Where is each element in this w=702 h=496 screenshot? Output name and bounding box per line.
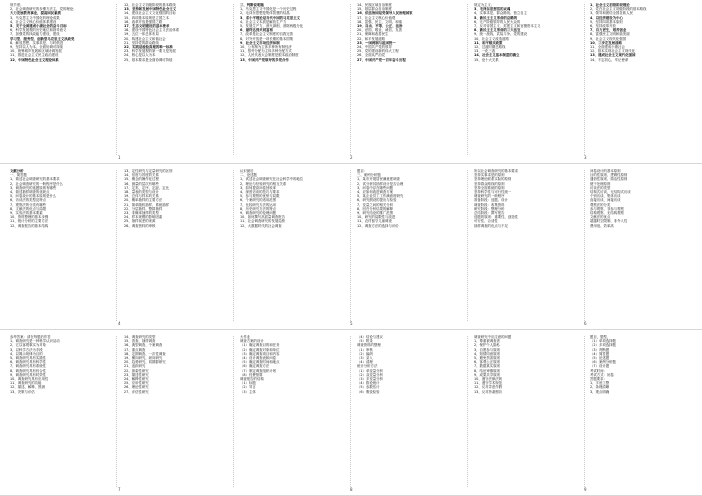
text-line: 坚持实事求是的原则 xyxy=(474,173,505,178)
text-line: 文献法的优点 xyxy=(590,215,611,220)
text-line: 26、全面从严治党 xyxy=(357,53,386,58)
text-line: 27、评估性研究 xyxy=(124,389,149,394)
text-line: 坚持科学性与可行性统一 xyxy=(474,190,512,195)
text-line: 研究阶段：整理分析 xyxy=(474,206,505,211)
column-divider xyxy=(584,336,585,487)
text-column xyxy=(357,335,451,491)
text-line: （4）推论统计 xyxy=(357,381,380,386)
text-line: 18、建设中国特色社会主义法治体系 xyxy=(124,28,180,33)
text-line: （3）主体 xyxy=(240,389,256,394)
text-line: 统计分析方法 xyxy=(357,364,378,369)
text-line: 1、尊重被调查者 xyxy=(474,339,500,344)
text-line: 11、和平赎买政策 xyxy=(474,40,503,45)
text-line: 8、新民主主义革命的三大法宝 xyxy=(474,28,521,33)
text-line: 6、调查研究具有科学性 xyxy=(10,360,47,365)
page-number: 8 xyxy=(350,487,353,492)
text-line: 1、试述社会调查研究在社会科学中的地位 xyxy=(240,177,304,182)
text-line: （2）编码 xyxy=(357,351,373,356)
text-line: 10、统筹城乡发展和区域协调发展 xyxy=(10,49,62,54)
text-line: 8、解放思想、实事求是、与时俱进 xyxy=(10,40,64,45)
text-line: 14、信度与效度的关系 xyxy=(124,173,159,178)
text-line: 3、调查研究的选题原则有哪些 xyxy=(10,185,57,190)
text-line: （1）审核 xyxy=(357,347,373,352)
text-line: 11、农村留守儿童调查 xyxy=(357,219,392,224)
text-line: 6、科学发展观的历史地位和指导意义 xyxy=(10,28,67,33)
text-line: 便于处理原则 xyxy=(590,181,611,186)
text-line: 7、数据真实原则 xyxy=(474,364,500,369)
text-line: （1）单项选择题 xyxy=(590,339,616,344)
text-line: 4、知情同意原则 xyxy=(474,351,500,356)
text-line: 10、社会主义改造道路 xyxy=(474,36,509,41)
text-line: 7、比较研究方法的运用 xyxy=(240,202,277,207)
text-line: 10、研究的局限性与改进 xyxy=(357,215,396,220)
column-divider xyxy=(233,170,234,321)
text-line: 13、决策与评估 xyxy=(10,389,35,394)
text-line: 19、总体与样本的关系 xyxy=(124,194,159,199)
text-line: （5）参数估计 xyxy=(357,385,380,390)
text-line: 文献分析 xyxy=(10,169,24,173)
page-number: 7 xyxy=(118,487,121,492)
text-line: 结构观察、无结构观察 xyxy=(590,211,624,216)
text-line: 大力发展教育事业，提高国民素质 xyxy=(10,11,61,16)
text-column xyxy=(240,169,334,325)
text-line: 21、保障和改善民生 xyxy=(357,32,389,37)
text-line: 22、分层抽样、整群抽样 xyxy=(124,206,163,211)
column-divider xyxy=(116,4,117,155)
text-line: （2）双变量分析 xyxy=(357,372,383,377)
text-line: 20、趋势研究、同期群研究 xyxy=(124,360,166,365)
text-line: 12、调查方法的选择与评价 xyxy=(357,223,399,228)
text-line: 调查资料的整理 xyxy=(357,343,381,348)
text-column xyxy=(124,335,218,491)
text-line: 调查报告的结构 xyxy=(240,377,264,382)
text-line: 21、坚持党的群众路线 xyxy=(124,40,159,45)
text-line: 5、发展生产力，消灭剥削，消除两极分化 xyxy=(240,24,304,29)
text-line: 规定为主义； xyxy=(474,3,495,7)
text-line: 3、马克思主义中国化的理论成果 xyxy=(10,15,60,20)
text-column xyxy=(240,335,334,491)
text-line: 26、调查资料的审核 xyxy=(124,223,156,228)
text-line: 24、样本规模的影响因素 xyxy=(124,215,163,220)
column-divider xyxy=(467,170,468,321)
text-line: 3、如何提高问卷回收率 xyxy=(240,185,277,190)
text-line: 17、生态文明建设的基本要求 xyxy=(124,24,170,29)
text-line: （3）多变量分析 xyxy=(357,377,383,382)
text-line: （1）标题 xyxy=(240,381,256,386)
document-page-spread xyxy=(0,0,702,164)
page-number: 6 xyxy=(584,321,587,326)
text-line: 2、它以客观事实为对象 xyxy=(10,343,47,348)
text-line: 所以社会调查研究的基本要求 xyxy=(474,169,519,173)
text-line: 考试时间： xyxy=(590,368,607,373)
column-divider xyxy=(467,336,468,487)
text-line: 13、建成社会主义现代化强国 xyxy=(590,53,636,58)
text-column xyxy=(240,3,334,159)
text-line: 17、重点调查 xyxy=(124,347,146,352)
text-line: 4、深度访谈的技巧与要求 xyxy=(240,190,280,195)
text-line: 18、富强、民主、文明、和谐 xyxy=(357,19,403,24)
text-line: 4、实事求是、群众路线、独立自主 xyxy=(474,11,528,16)
text-line: 9、社会主义市场经济体制 xyxy=(240,40,280,45)
text-line: 2、社会调查研究的步骤方法主，党的理论； xyxy=(10,7,77,12)
text-line: 9、坚持以人为本、全面协调可持续 xyxy=(10,45,64,50)
text-line: 7、加强党的执政能力建设，建设 xyxy=(10,32,60,37)
text-line: 7、调查研究具有系统性 xyxy=(10,364,47,369)
page-number: 9 xyxy=(584,487,587,492)
text-line: 25、基本要求是全面协调可持续 xyxy=(124,57,173,62)
text-line: 8、对外开放是一项长期的基本国策 xyxy=(240,36,294,41)
text-line: 13、定性研究与定量研究的区别 xyxy=(124,169,173,173)
text-column xyxy=(124,169,218,325)
text-line: 19、自由、平等、公正、法治 xyxy=(357,24,403,29)
text-line: 15、四项基本原则是立国之本 xyxy=(124,15,170,20)
column-divider xyxy=(350,336,351,487)
text-line: 5、调查研究具有实践性 xyxy=(10,356,47,361)
text-line: 11、社会调查研究的发展趋势 xyxy=(240,219,286,224)
text-line: 17、社会主义核心价值观 xyxy=(357,15,396,20)
text-line: 9、社会主义现代化强国 xyxy=(590,36,627,41)
text-line: （2）确定调查对象和单位 xyxy=(240,347,280,352)
text-line: 3、问卷中存在哪些问题 xyxy=(357,185,394,190)
text-line: （8）经费预算 xyxy=(240,372,263,377)
text-line: 12、反对弄虚作假 xyxy=(474,385,503,390)
text-line: 1、字迹工整 xyxy=(590,381,610,386)
text-line: 抽样调查的优点与不足 xyxy=(474,223,508,228)
text-line: 22、和平发展道路 xyxy=(357,36,386,41)
column-divider xyxy=(584,170,585,321)
text-line: 19、五位一体总体布局 xyxy=(124,32,159,37)
text-line: 13、中国共产党领导的多党合作 xyxy=(240,57,289,62)
text-line: 4、社会主义本质是解放生产力 xyxy=(240,19,287,24)
text-line: 9、实验法的基本要素 xyxy=(10,211,43,216)
text-line: 16、典型调查、个案调查 xyxy=(124,343,163,348)
text-line: 9、成果共享原则 xyxy=(474,372,500,377)
text-line: 10、资料整理的基本步骤 xyxy=(10,215,49,220)
text-line: 三、判断说明题 xyxy=(240,3,264,7)
text-line: 调查阶段：收集资料 xyxy=(474,202,505,207)
text-line: 一、简答题 xyxy=(10,173,27,178)
text-line: 4、应如何改进调查方案 xyxy=(357,190,394,195)
text-line: 8、调查研究具有综合性 xyxy=(10,368,47,373)
text-line: 5、关于全面建成小康社会的奋斗目标 xyxy=(10,24,67,29)
column-divider xyxy=(233,336,234,487)
text-line: 2、条理清晰 xyxy=(590,385,610,390)
text-line: 3、观点明确 xyxy=(590,389,610,394)
text-column xyxy=(10,3,104,159)
text-line: 20、爱国、敬业、诚信、友善 xyxy=(357,28,403,33)
text-line: 10、调查研究具有应用性 xyxy=(10,377,49,382)
text-line: 16、改革开放是强国之路 xyxy=(124,19,163,24)
document-page-spread xyxy=(0,332,702,496)
text-line: 25、党的建设新的伟大工程 xyxy=(357,49,399,54)
text-line: 12、基本实现社会主义现代化 xyxy=(590,49,636,54)
page-number: 3 xyxy=(584,155,587,160)
text-line: 1、马克思主义中国化是一个历史过程 xyxy=(240,7,297,12)
text-line: 2、试分析其抽样设计是否合理 xyxy=(357,181,404,186)
column-divider xyxy=(350,170,351,321)
text-line: 13、反对抄袭剽窃 xyxy=(474,389,503,394)
text-line: 坚持全面系统的原则 xyxy=(474,185,505,190)
column-divider xyxy=(116,170,117,321)
text-line: 24、解释性研究 xyxy=(124,377,149,382)
text-line: 费用低、效率高 xyxy=(590,223,614,228)
text-line: 23、描述性研究 xyxy=(124,372,149,377)
text-line: 19、横向研究、纵向研究 xyxy=(124,356,163,361)
text-line: 观察法的分类 xyxy=(590,202,611,207)
text-line: 坚持群众路线的原则 xyxy=(474,181,505,186)
text-line: 9、调查研究具有时效性 xyxy=(10,372,47,377)
text-line: 27、中国共产党一百年奋斗历程 xyxy=(357,57,406,62)
text-column xyxy=(357,169,451,325)
text-line: 调查研究中应注意的问题 xyxy=(474,335,512,339)
text-line: 1、简述社会调查研究的基本要求 xyxy=(10,177,60,182)
column-divider xyxy=(233,4,234,155)
text-line: 21、追踪研究 xyxy=(124,364,146,369)
text-line: 7、自力更生，艰苦创业 xyxy=(590,28,627,33)
text-line: 20、概率抽样的主要方法 xyxy=(124,198,163,203)
text-line: 5、问卷设计的基本原则是什么 xyxy=(10,194,57,199)
text-line: 7、改革是社会主义制度的自我完善 xyxy=(240,32,294,37)
text-column xyxy=(474,169,568,325)
column-divider xyxy=(116,336,117,487)
text-line: （1）确定调查目的和任务 xyxy=(240,343,280,348)
text-line: 7、变量之间的相关分析 xyxy=(357,202,394,207)
text-line: 7、观察法的分类有哪些 xyxy=(10,202,47,207)
text-line: 21、简单随机抽样、系统抽样 xyxy=(124,202,170,207)
text-line: 参与观察、非参与观察 xyxy=(590,206,624,211)
text-line: 结构式访谈、无结构式访谈 xyxy=(590,190,631,195)
text-line: （4）简答题 xyxy=(590,351,610,356)
text-line: 6、访谈法的类型及特点 xyxy=(10,198,47,203)
text-line: 通俗性原则、简洁性原则 xyxy=(590,177,628,182)
text-line: 15、基层群众自治制度 xyxy=(357,7,392,12)
text-column xyxy=(474,3,568,159)
text-line: 14、民族区域自治制度 xyxy=(357,3,392,7)
text-line: 参考答案：请在每题后作答 xyxy=(10,335,51,339)
text-line: 13、坚持和发展中国特色社会主义 xyxy=(124,7,177,12)
text-line: 12、人民代表大会制度是根本政治制度 xyxy=(240,53,299,58)
text-line: 24、核心是以人为本 xyxy=(124,53,156,58)
text-line: 15、论十大关系 xyxy=(474,57,499,62)
text-line: 4、以经济建设为中心 xyxy=(590,15,623,20)
text-line: 1、某市开展居民满意度调查 xyxy=(357,177,400,182)
text-line: 3、以科学方法为手段 xyxy=(10,347,43,352)
text-line: 15、概念的操作化过程 xyxy=(124,177,159,182)
text-line: （6）假设检验 xyxy=(357,389,380,394)
text-line: 6、客观公正原则 xyxy=(474,360,500,365)
text-line: （7）设计题 xyxy=(590,364,610,369)
text-line: 15、普查、抽样调查 xyxy=(124,339,156,344)
text-line: 10、遵守法律法规 xyxy=(474,377,503,382)
text-line: （2）导言 xyxy=(240,385,256,390)
text-line: 准备阶段：选题、设计 xyxy=(474,198,508,203)
text-line: 12、描述、解释、预测 xyxy=(10,385,45,390)
text-line: （7）制定调查组织计划 xyxy=(240,368,277,373)
text-line: （4）结论与建议 xyxy=(357,335,383,339)
text-line: 23、科学发展观的第一要义是发展 xyxy=(124,49,176,54)
text-line: 4、社会主义核心价值体系建设 xyxy=(10,19,57,24)
text-line: 14、不忘初心，牢记使命 xyxy=(590,57,629,62)
text-line: 题目，题型， xyxy=(590,335,611,339)
text-line: 12、大数据时代的社会调查 xyxy=(240,223,282,228)
text-line: 12、调查报告的基本结构 xyxy=(10,223,49,228)
text-line: 24、中国共产党的领导 xyxy=(357,45,392,50)
text-line: 3、领导和团结全国各族人民 xyxy=(590,11,633,16)
document-page-spread xyxy=(0,166,702,330)
text-line: （4）设计调查表和问卷 xyxy=(240,356,277,361)
text-line: 问卷设计的基本原则 xyxy=(590,169,621,173)
page-number: 4 xyxy=(118,321,121,326)
text-line: 目的性原则、逻辑性原则 xyxy=(590,173,628,178)
page-number: 1 xyxy=(118,155,121,160)
text-line: （6）案例分析题 xyxy=(590,360,616,365)
text-line: 1、调查研究是一种科学认识活动 xyxy=(10,339,60,344)
text-line: 2、党在社会主义初级阶段的基本路线 xyxy=(590,7,647,12)
text-line: 11、推进社会主义民主政治建设 xyxy=(10,53,59,58)
text-line: 坚持理论联系实际的原则 xyxy=(474,177,512,182)
text-line: 总结阶段：撰写报告 xyxy=(474,211,505,216)
text-column xyxy=(10,169,104,325)
text-line: 2、社会调查研究的一般程序是什么 xyxy=(10,181,64,186)
text-line: 12、过渡时期总路线 xyxy=(474,45,506,50)
text-line: 6、无产阶级领导的人民大众的 xyxy=(474,19,521,24)
text-line: 16、测量的层次有哪些 xyxy=(124,181,159,186)
text-line: 题目： xyxy=(357,169,368,173)
text-line: 23、非概率抽样的类型 xyxy=(124,211,159,216)
text-column xyxy=(590,335,684,491)
text-line: 13、一化三改 xyxy=(474,49,496,54)
text-column xyxy=(124,3,218,159)
text-line: 8、结论审慎原则 xyxy=(474,368,500,373)
text-line: 可行性、合适性 xyxy=(474,219,498,224)
text-line: 规节度； xyxy=(10,3,24,7)
text-line: 23、一国两制与祖国统一 xyxy=(357,40,396,45)
text-line: 14、社会主义基本制度的确立 xyxy=(474,53,520,58)
text-line: 6、研究假设的提出与检验 xyxy=(357,198,397,203)
text-line: 5、新民主主义革命的总路线 xyxy=(474,15,518,20)
text-line: 9、统一战线、武装斗争、党的建设 xyxy=(474,32,528,37)
text-line: 5、某企业员工工作满意度研究 xyxy=(357,194,404,199)
text-line: 5、参与观察的优势与局限 xyxy=(240,194,280,199)
text-line: （5）附录 xyxy=(357,339,373,344)
text-line: 10、如何撰写高质量调查报告 xyxy=(240,215,286,220)
text-line: 6、坚持改革开放 xyxy=(590,24,616,29)
text-line: 2、理论与经验研究的相互关系 xyxy=(240,181,287,186)
text-line: 2、保护个人隐私 xyxy=(474,343,500,348)
text-column xyxy=(590,169,684,325)
column-divider xyxy=(584,4,585,155)
text-column xyxy=(590,3,684,159)
text-line: 8、回归分析结果的解释 xyxy=(357,206,394,211)
text-line: （4）清理 xyxy=(357,360,373,365)
text-line: 1、社会主义初级阶段理论 xyxy=(590,3,630,7)
text-line: 8、历史研究方法的特点 xyxy=(240,206,277,211)
text-line: （3）确定调查项目和内容 xyxy=(240,351,280,356)
text-line: （1）单变量分析 xyxy=(357,368,383,373)
text-line: （2）多项选择题 xyxy=(590,343,616,348)
text-line: 8、富强民主文明和谐美丽 xyxy=(590,32,630,37)
text-column xyxy=(474,335,568,491)
text-line: （3）判断题 xyxy=(590,347,610,352)
text-line: 10、公有制为主体多种所有制经济 xyxy=(240,45,292,50)
text-line: 考试方式：闭卷 xyxy=(590,372,614,377)
text-line: 20、构建社会主义和谐社会 xyxy=(124,36,166,41)
text-line: 3、邓小平理论是当代中国的马克思主义 xyxy=(240,15,300,20)
text-line: 11、统计分析的主要方法 xyxy=(10,219,49,224)
text-line: （6）确定调查方法 xyxy=(240,364,270,369)
text-line: 26、理论性研究 xyxy=(124,385,149,390)
text-line: 25、抽样误差的来源 xyxy=(124,219,156,224)
text-line: 访谈法的类型 xyxy=(590,185,611,190)
text-line: 三、案例分析题 xyxy=(357,173,381,178)
text-column xyxy=(10,335,104,491)
column-divider xyxy=(467,4,468,155)
text-line: 18、定期调查、一次性调查 xyxy=(124,351,166,356)
text-line: 大作业 xyxy=(240,335,251,339)
text-line: 11、按劳分配为主体多种分配方式 xyxy=(240,49,292,54)
page-number: 5 xyxy=(350,321,353,326)
text-line: 12、社会主义初级阶段的基本路线 xyxy=(124,3,176,7)
text-line: 选题的原则：重要性、创造性 xyxy=(474,215,519,220)
text-line: 22、探索性研究 xyxy=(124,368,149,373)
text-line: 调查方案的设计 xyxy=(240,339,264,344)
text-line: 3、毛泽东思想活的灵魂 xyxy=(474,7,511,12)
text-line: 11、遵守学术规范 xyxy=(474,381,503,386)
text-line: 14、调查研究的类型 xyxy=(124,335,156,339)
text-line: 9、调查研究的伦理问题 xyxy=(240,211,277,216)
text-line: 4、简述抽样调查的优缺点 xyxy=(10,190,50,195)
column-divider xyxy=(350,4,351,155)
text-line: 个别访谈、集体访谈 xyxy=(590,194,621,199)
text-line: 11、调查研究的功能 xyxy=(10,381,42,386)
text-line: 5、坚持四项基本原则 xyxy=(590,19,623,24)
text-line: （5）论述题 xyxy=(590,356,610,361)
text-line: 18、量表的类型与设计 xyxy=(124,190,159,195)
page-number: 2 xyxy=(350,155,353,160)
text-line: 6、最终达到共同富裕 xyxy=(240,28,273,33)
text-line: 2、毛泽东思想是集体智慧的结晶 xyxy=(240,11,290,16)
text-line: 7、反对帝国主义、封建主义和官僚资本主义 xyxy=(474,24,541,29)
text-line: 16、依法治国是党领导人民治理国家 xyxy=(357,11,413,16)
text-line: 8、文献法的优点与局限 xyxy=(10,206,47,211)
text-line: 4、以揭示规律为目的 xyxy=(10,351,43,356)
text-line: 3、自愿参与原则 xyxy=(474,347,500,352)
text-line: 超越时空限制、非介入性 xyxy=(590,219,628,224)
text-line: 17、定类、定序、定距、定比 xyxy=(124,185,170,190)
text-line: 14、建设社会主义文化强国的目标 xyxy=(124,11,176,16)
text-line: 12、中国特色社会主义理论体系 xyxy=(10,57,59,62)
text-line: 10、三步走发展战略 xyxy=(590,40,622,45)
text-line: 学习型、服务型、创新型马克思主义执政党 xyxy=(10,36,75,41)
text-line: 5、避免伤害原则 xyxy=(474,356,500,361)
text-line: 直接访谈、间接访谈 xyxy=(590,198,621,203)
text-line: 答题要求： xyxy=(590,377,607,382)
text-line: （3）录入 xyxy=(357,356,373,361)
text-line: 22、实践是检验真理的唯一标准 xyxy=(124,45,173,50)
text-line: 25、应用性研究 xyxy=(124,381,149,386)
text-line: 11、全面建成小康社会 xyxy=(590,45,625,50)
text-line: 认识最后 xyxy=(240,169,254,173)
text-line: 调查研究的一般程序 xyxy=(474,194,505,199)
text-column xyxy=(357,3,451,159)
text-line: （5）确定调查时间和地点 xyxy=(240,360,280,365)
text-line: 二、论述题 xyxy=(240,173,257,178)
text-line: 9、研究结论的推广范围 xyxy=(357,211,394,216)
text-line: 6、个案研究的适用范围 xyxy=(240,198,277,203)
